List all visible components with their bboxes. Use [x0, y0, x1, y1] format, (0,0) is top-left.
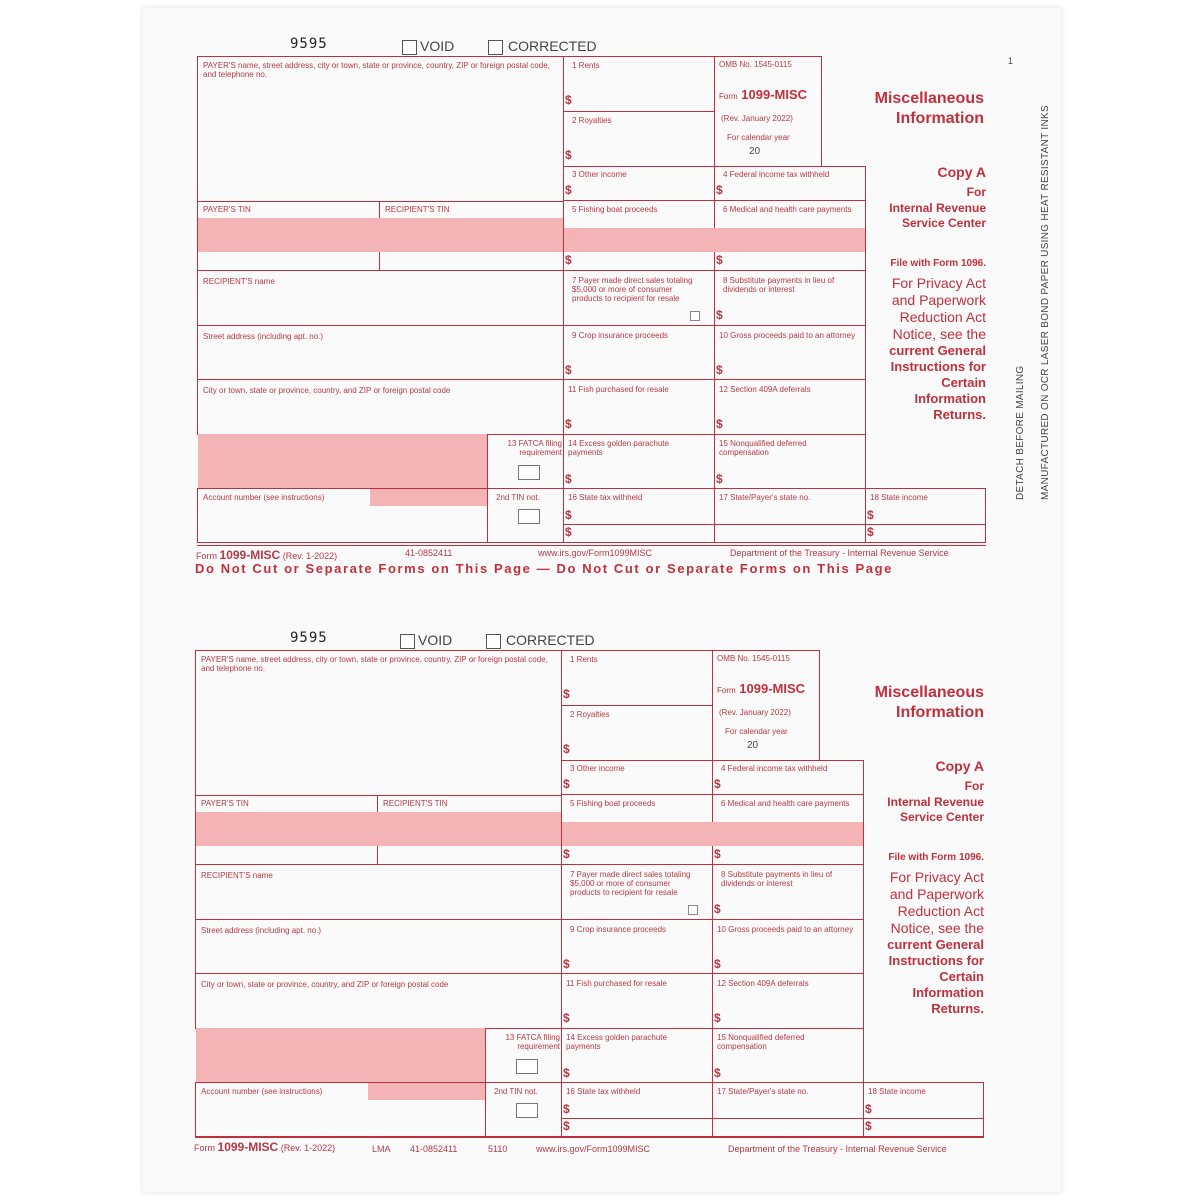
copy-a: Copy A: [937, 164, 986, 180]
box2-dollar: $: [563, 742, 570, 756]
box17-state-no[interactable]: [714, 488, 866, 543]
box17-label: 17 State/Payer's state no.: [717, 1087, 809, 1096]
box16-label: 16 State tax withheld: [568, 493, 643, 502]
box5-label: 5 Fishing boat proceeds: [572, 205, 658, 214]
box6-label: 6 Medical and health care payments: [723, 205, 852, 214]
side-detach-text: [1015, 60, 1029, 500]
box18-divider: [866, 524, 985, 525]
payer-tin-label: PAYER'S TIN: [203, 205, 251, 214]
title-information: Information: [896, 704, 984, 721]
form-prefix: Form: [719, 92, 738, 101]
irs-line2: Service Center: [899, 810, 984, 824]
footer-lma: LMA: [372, 1144, 391, 1154]
box12-409a[interactable]: [712, 973, 864, 1029]
void-checkbox[interactable]: [402, 40, 417, 55]
for-label: For: [966, 185, 986, 199]
privacy-line9: Returns.: [933, 407, 986, 422]
box7-label: 7 Payer made direct sales totaling $5,000 or more of consumer products to recipient for resale: [570, 870, 691, 897]
account-shading: [368, 1083, 486, 1100]
privacy-line7: Certain: [939, 969, 984, 984]
tin-shading: [196, 812, 562, 846]
street-label: Street address (including apt. no.): [203, 332, 324, 341]
side-manufactured-label: MANUFACTURED ON OCR LASER BOND PAPER USING HEAT RESISTANT INKS: [1040, 105, 1051, 500]
box2-label: 2 Royalties: [572, 116, 612, 125]
box6-label: 6 Medical and health care payments: [721, 799, 850, 808]
box7-direct-sales[interactable]: [561, 864, 713, 920]
recipient-tin-label: RECIPIENT'S TIN: [385, 205, 450, 214]
box6-dollar: $: [716, 253, 723, 267]
rev-label: (Rev. January 2022): [721, 114, 793, 123]
box18-dollar-1: $: [867, 508, 874, 522]
box18-state-income[interactable]: [863, 1082, 984, 1137]
fatca-checkbox[interactable]: [518, 465, 540, 480]
fatca-label: 13 FATCA filing requirement: [505, 1033, 560, 1051]
money-shading: [562, 822, 863, 846]
copy-a: Copy A: [935, 758, 984, 774]
box4-label: 4 Federal income tax withheld: [723, 170, 830, 179]
box9-label: 9 Crop insurance proceeds: [572, 331, 669, 340]
second-tin-checkbox[interactable]: [518, 509, 540, 524]
void-label: VOID: [420, 38, 455, 54]
box17-state-no[interactable]: [712, 1082, 864, 1137]
box8-label: 8 Substitute payments in lieu of dividends or interest: [721, 870, 833, 888]
box5-dollar: $: [565, 253, 572, 267]
box1-label: 1 Rents: [570, 655, 598, 664]
city-label: City or town, state or province, country, and ZIP or foreign postal code: [201, 980, 449, 989]
box3-label: 3 Other income: [572, 170, 627, 179]
fatca-label: 13 FATCA filing requirement: [507, 439, 562, 457]
privacy-line7: Certain: [941, 375, 986, 390]
year-prefix: 20: [749, 146, 761, 157]
box17-divider: [713, 1118, 863, 1119]
privacy-line3: Reduction Act: [899, 309, 986, 325]
second-tin-label: 2nd TIN not.: [494, 1087, 538, 1096]
box4-dollar: $: [714, 777, 721, 791]
payer-label: PAYER'S name, street address, city or town, state or province, country, ZIP or foreign postal code, and telephone no.: [201, 655, 548, 673]
second-tin-label: 2nd TIN not.: [496, 493, 540, 502]
form-prefix: Form: [717, 686, 736, 695]
footer-form: [194, 1140, 335, 1154]
account-label: Account number (see instructions): [203, 493, 325, 502]
box15-label: 15 Nonqualified deferred compensation: [719, 439, 807, 457]
box3-dollar: $: [563, 777, 570, 791]
recipient-name-box[interactable]: [195, 864, 562, 920]
title-miscellaneous: Miscellaneous: [874, 90, 984, 107]
privacy-line6: Instructions for: [890, 359, 986, 374]
privacy-line8: Information: [912, 985, 984, 1000]
box14-golden-parachute[interactable]: [563, 434, 715, 489]
side-mark: 1: [1008, 56, 1014, 66]
box10-dollar: $: [714, 957, 721, 971]
corrected-checkbox[interactable]: [488, 40, 503, 55]
privacy-line4: Notice, see the: [892, 326, 986, 342]
box2-royalties[interactable]: [563, 111, 715, 167]
do-not-cut-banner: Do Not Cut or Separate Forms on This Page — Do Not Cut or Separate Forms on This Page: [195, 561, 893, 576]
footer-num: 5110: [488, 1144, 508, 1154]
footer-url[interactable]: www.irs.gov/Form1099MISC: [536, 1144, 651, 1154]
side-manufactured-text: [1040, 60, 1054, 500]
box18-label: 18 State income: [870, 493, 928, 502]
privacy-line8: Information: [914, 391, 986, 406]
box2-label: 2 Royalties: [570, 710, 610, 719]
recipient-tin-label: RECIPIENT'S TIN: [383, 799, 448, 808]
cal-year-label: For calendar year: [727, 133, 790, 142]
omb-box: [714, 56, 822, 167]
box7-direct-sales[interactable]: [563, 270, 715, 326]
box8-label: 8 Substitute payments in lieu of dividends or interest: [723, 276, 835, 294]
side-divider: [863, 760, 864, 1082]
omb-box: [712, 650, 820, 761]
box11-dollar: $: [565, 417, 572, 431]
street-box[interactable]: [195, 919, 562, 974]
payer-tin-label: PAYER'S TIN: [201, 799, 249, 808]
form-title-box: [719, 87, 807, 102]
form-name: 1099-MISC: [739, 681, 806, 696]
box18-label: 18 State income: [868, 1087, 926, 1096]
irs-line1: Internal Revenue: [887, 795, 984, 809]
recipient-name-box[interactable]: [197, 270, 564, 326]
box8-substitute[interactable]: [714, 270, 866, 326]
account-shading: [370, 489, 488, 506]
box17-divider: [715, 524, 865, 525]
box14-label: 14 Excess golden parachute payments: [566, 1033, 667, 1051]
side-divider: [865, 166, 866, 488]
footer-form-name: 1099-MISC: [219, 548, 281, 562]
privacy-line1: For Privacy Act: [891, 275, 986, 291]
box15-dollar: $: [716, 472, 723, 486]
omb-label: OMB No. 1545-0115: [719, 60, 792, 69]
box3-other-income[interactable]: [561, 760, 713, 795]
box16-label: 16 State tax withheld: [566, 1087, 641, 1096]
fatca-box[interactable]: [485, 1028, 562, 1083]
shaded-area: [196, 1028, 485, 1082]
box11-label: 11 Fish purchased for resale: [566, 979, 667, 988]
shaded-area: [198, 434, 487, 488]
box10-label: 10 Gross proceeds paid to an attorney: [717, 925, 854, 934]
box1-rents[interactable]: [563, 56, 715, 112]
second-tin-box[interactable]: [485, 1082, 562, 1137]
rev-label: (Rev. January 2022): [719, 708, 791, 717]
box4-dollar: $: [716, 183, 723, 197]
cal-year-label: For calendar year: [725, 727, 788, 736]
form-title-box: [717, 681, 805, 696]
fatca-checkbox[interactable]: [516, 1059, 538, 1074]
second-tin-box[interactable]: [487, 488, 564, 543]
footer-rev: (Rev. 1-2022): [280, 1143, 336, 1153]
title-information: Information: [896, 110, 984, 127]
account-box[interactable]: [195, 1082, 486, 1137]
irs-line2: Service Center: [901, 216, 986, 230]
box15-nonqualified[interactable]: [712, 1028, 864, 1083]
year-prefix: 20: [747, 740, 759, 751]
recipient-name-label: RECIPIENT'S name: [203, 277, 275, 286]
box16-divider: [562, 1118, 712, 1119]
box11-fish[interactable]: [561, 973, 713, 1029]
irs-line1: Internal Revenue: [889, 201, 986, 215]
box12-dollar: $: [714, 1011, 721, 1025]
box6-dollar: $: [714, 847, 721, 861]
form-code: 9595: [290, 630, 328, 646]
box4-label: 4 Federal income tax withheld: [721, 764, 828, 773]
box11-label: 11 Fish purchased for resale: [568, 385, 669, 394]
box12-label: 12 Section 409A deferrals: [719, 385, 811, 394]
box1-dollar: $: [565, 93, 572, 107]
box9-dollar: $: [565, 363, 572, 377]
box9-crop[interactable]: [561, 919, 713, 974]
corrected-checkbox[interactable]: [486, 634, 501, 649]
box16-dollar-2: $: [565, 525, 572, 539]
box18-divider: [864, 1118, 983, 1119]
file-with: File with Form 1096.: [890, 258, 986, 269]
box7-label: 7 Payer made direct sales totaling $5,000 or more of consumer products to recipient for resale: [572, 276, 693, 303]
footer-rule: [195, 1137, 984, 1138]
box3-other-income[interactable]: [563, 166, 715, 201]
footer-rev: (Rev. 1-2022): [282, 551, 338, 561]
box2-royalties[interactable]: [561, 705, 713, 761]
box16-divider: [564, 524, 714, 525]
privacy-line2: and Paperwork: [891, 292, 986, 308]
footer-dept: Department of the Treasury - Internal Revenue Service: [728, 1144, 947, 1154]
privacy-line6: Instructions for: [888, 953, 984, 968]
footer-dept: Department of the Treasury - Internal Revenue Service: [730, 548, 949, 558]
payer-label: PAYER'S name, street address, city or town, state or province, country, ZIP or foreign postal code, and telephone no.: [203, 61, 550, 79]
city-label: City or town, state or province, country, and ZIP or foreign postal code: [203, 386, 451, 395]
box16-state-tax[interactable]: [563, 488, 715, 543]
privacy-line5: current General: [889, 343, 986, 358]
box12-409a[interactable]: [714, 379, 866, 435]
box11-dollar: $: [563, 1011, 570, 1025]
box7-checkbox[interactable]: [688, 905, 698, 915]
form-code: 9595: [290, 36, 328, 52]
box18-state-income[interactable]: [865, 488, 986, 543]
box17-label: 17 State/Payer's state no.: [719, 493, 811, 502]
corrected-label: CORRECTED: [506, 632, 595, 648]
form-1099-misc-bottom: [0, 594, 1200, 1184]
box18-dollar-2: $: [865, 1119, 872, 1133]
recipient-name-label: RECIPIENT'S name: [201, 871, 273, 880]
privacy-line5: current General: [887, 937, 984, 952]
box10-label: 10 Gross proceeds paid to an attorney: [719, 331, 856, 340]
box9-dollar: $: [563, 957, 570, 971]
box15-nonqualified[interactable]: [714, 434, 866, 489]
box16-dollar-1: $: [565, 508, 572, 522]
footer-form-prefix: Form: [194, 1143, 215, 1153]
box8-substitute[interactable]: [712, 864, 864, 920]
box10-dollar: $: [716, 363, 723, 377]
box18-dollar-2: $: [867, 525, 874, 539]
city-box[interactable]: [197, 379, 564, 435]
street-box[interactable]: [197, 325, 564, 380]
box12-label: 12 Section 409A deferrals: [717, 979, 809, 988]
box5-dollar: $: [563, 847, 570, 861]
box15-dollar: $: [714, 1066, 721, 1080]
box5-label: 5 Fishing boat proceeds: [570, 799, 656, 808]
footer-cat: 41-0852411: [410, 1144, 458, 1154]
box16-dollar-2: $: [563, 1119, 570, 1133]
box18-dollar-1: $: [865, 1102, 872, 1116]
omb-label: OMB No. 1545-0115: [717, 654, 790, 663]
box4-federal-tax[interactable]: [714, 166, 866, 201]
box14-dollar: $: [565, 472, 572, 486]
box1-label: 1 Rents: [572, 61, 600, 70]
for-label: For: [964, 779, 984, 793]
box14-dollar: $: [563, 1066, 570, 1080]
box3-label: 3 Other income: [570, 764, 625, 773]
fatca-box[interactable]: [487, 434, 564, 489]
box9-crop[interactable]: [563, 325, 715, 380]
box12-dollar: $: [716, 417, 723, 431]
box11-fish[interactable]: [563, 379, 715, 435]
footer-cat: 41-0852411: [405, 548, 453, 558]
box1-rents[interactable]: [561, 650, 713, 706]
side-detach-label: DETACH BEFORE MAILING: [1015, 365, 1026, 500]
account-box[interactable]: [197, 488, 488, 543]
box10-attorney[interactable]: [712, 919, 864, 974]
privacy-line3: Reduction Act: [897, 903, 984, 919]
account-label: Account number (see instructions): [201, 1087, 323, 1096]
void-label: VOID: [418, 632, 453, 648]
footer-form: [196, 548, 337, 562]
file-with: File with Form 1096.: [888, 852, 984, 863]
footer-form-prefix: Form: [196, 551, 217, 561]
box3-dollar: $: [565, 183, 572, 197]
box2-dollar: $: [565, 148, 572, 162]
box9-label: 9 Crop insurance proceeds: [570, 925, 667, 934]
payer-box[interactable]: [195, 650, 562, 796]
box1-dollar: $: [563, 687, 570, 701]
box14-label: 14 Excess golden parachute payments: [568, 439, 669, 457]
box4-federal-tax[interactable]: [712, 760, 864, 795]
box14-golden-parachute[interactable]: [561, 1028, 713, 1083]
void-checkbox[interactable]: [400, 634, 415, 649]
footer-form-name: 1099-MISC: [217, 1140, 279, 1154]
privacy-line1: For Privacy Act: [889, 869, 984, 885]
street-label: Street address (including apt. no.): [201, 926, 322, 935]
box10-attorney[interactable]: [714, 325, 866, 380]
money-shading: [564, 228, 865, 252]
form-name: 1099-MISC: [741, 87, 808, 102]
title-miscellaneous: Miscellaneous: [874, 684, 984, 701]
box8-dollar: $: [716, 308, 723, 322]
city-box[interactable]: [195, 973, 562, 1029]
footer-url[interactable]: www.irs.gov/Form1099MISC: [538, 548, 653, 558]
corrected-label: CORRECTED: [508, 38, 597, 54]
tin-shading: [198, 218, 564, 252]
second-tin-checkbox[interactable]: [516, 1103, 538, 1118]
box15-label: 15 Nonqualified deferred compensation: [717, 1033, 805, 1051]
box16-state-tax[interactable]: [561, 1082, 713, 1137]
footer-rule: [197, 545, 986, 546]
box8-dollar: $: [714, 902, 721, 916]
box7-checkbox[interactable]: [690, 311, 700, 321]
privacy-line4: Notice, see the: [890, 920, 984, 936]
privacy-line2: and Paperwork: [889, 886, 984, 902]
privacy-line9: Returns.: [931, 1001, 984, 1016]
payer-box[interactable]: [197, 56, 564, 202]
box16-dollar-1: $: [563, 1102, 570, 1116]
